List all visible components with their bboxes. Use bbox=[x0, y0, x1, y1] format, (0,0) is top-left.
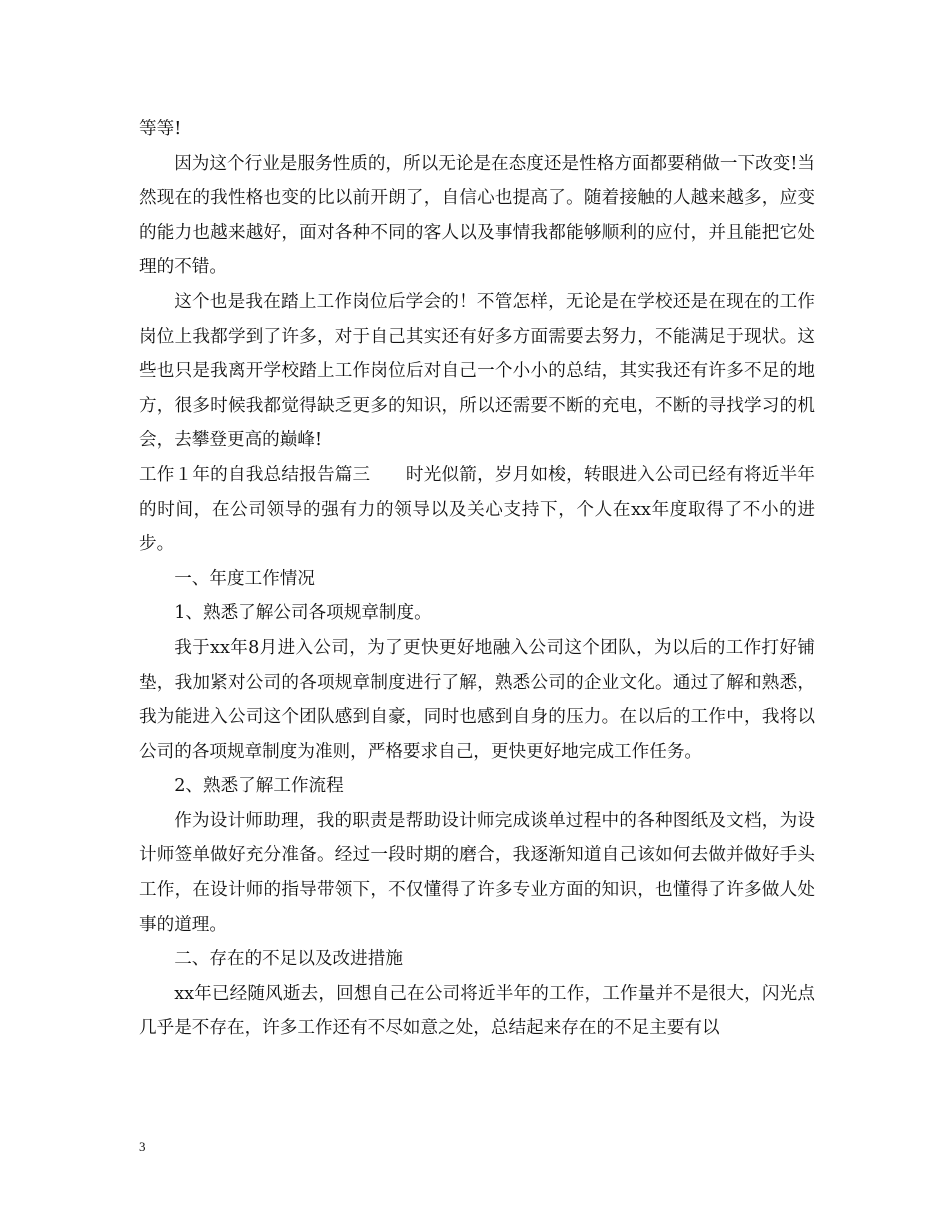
heading-level-1: 二、存在的不足以及改进措施 bbox=[174, 949, 403, 970]
paragraph: 等等! bbox=[139, 119, 182, 139]
heading-level-1: 一、年度工作情况 bbox=[174, 568, 315, 589]
heading-level-2: 1、熟悉了解公司各项规章制度。 bbox=[174, 603, 432, 624]
section-heading-paragraph: 工作１年的自我总结报告篇三 时光似箭，岁月如梭，转眼进入公司已经有将近半年的时间，在公司领导的强有力的领导以及关心支持下，个人在xx年度取得了不小的进步。 bbox=[139, 464, 815, 555]
paragraph: 因为这个行业是服务性质的，所以无论是在态度还是性格方面都要稍做一下改变!当然现在的我性格也变的比以前开朗了，自信心也提高了。随着接触的人越来越多，应变的能力也越来越好，面对各种不同的客人以及事情我都能够顺利的应付，并且能把它处理的不错。 bbox=[139, 153, 815, 278]
body-text bbox=[139, 112, 815, 1046]
page-number: 3 bbox=[139, 1139, 146, 1154]
paragraph: 我于xx年8月进入公司，为了更快更好地融入公司这个团队，为以后的工作打好铺垫，我加紧对公司的各项规章制度进行了解，熟悉公司的企业文化。通过了解和熟悉，我为能进入公司这个团队感到自豪，同时也感到自身的压力。在以后的工作中，我将以公司的各项规章制度为准则，严格要求自己，更快更好地完成工作任务。 bbox=[139, 637, 815, 762]
paragraph: 这个也是我在踏上工作岗位后学会的！不管怎样，无论是在学校还是在现在的工作岗位上我都学到了许多，对于自己其实还有好多方面需要去努力，不能满足于现状。这些也只是我离开学校踏上工作岗位后对自己一个小小的总结，其实我还有许多不足的地方，很多时候我都觉得缺乏更多的知识，所以还需要不断的充电，不断的寻找学习的机会，去攀登更高的巅峰! bbox=[139, 291, 815, 451]
heading-level-2: 2、熟悉了解工作流程 bbox=[174, 776, 344, 797]
paragraph: xx年已经随风逝去，回想自己在公司将近半年的工作，工作量并不是很大，闪光点几乎是不存在，许多工作还有不尽如意之处，总结起来存在的不足主要有以 bbox=[139, 983, 815, 1039]
paragraph: 作为设计师助理，我的职责是帮助设计师完成谈单过程中的各种图纸及文档，为设计师签单做好充分准备。经过一段时期的磨合，我逐渐知道自己该如何去做并做好手头工作，在设计师的指导带领下，不仅懂得了许多专业方面的知识，也懂得了许多做人处事的道理。 bbox=[139, 810, 815, 935]
